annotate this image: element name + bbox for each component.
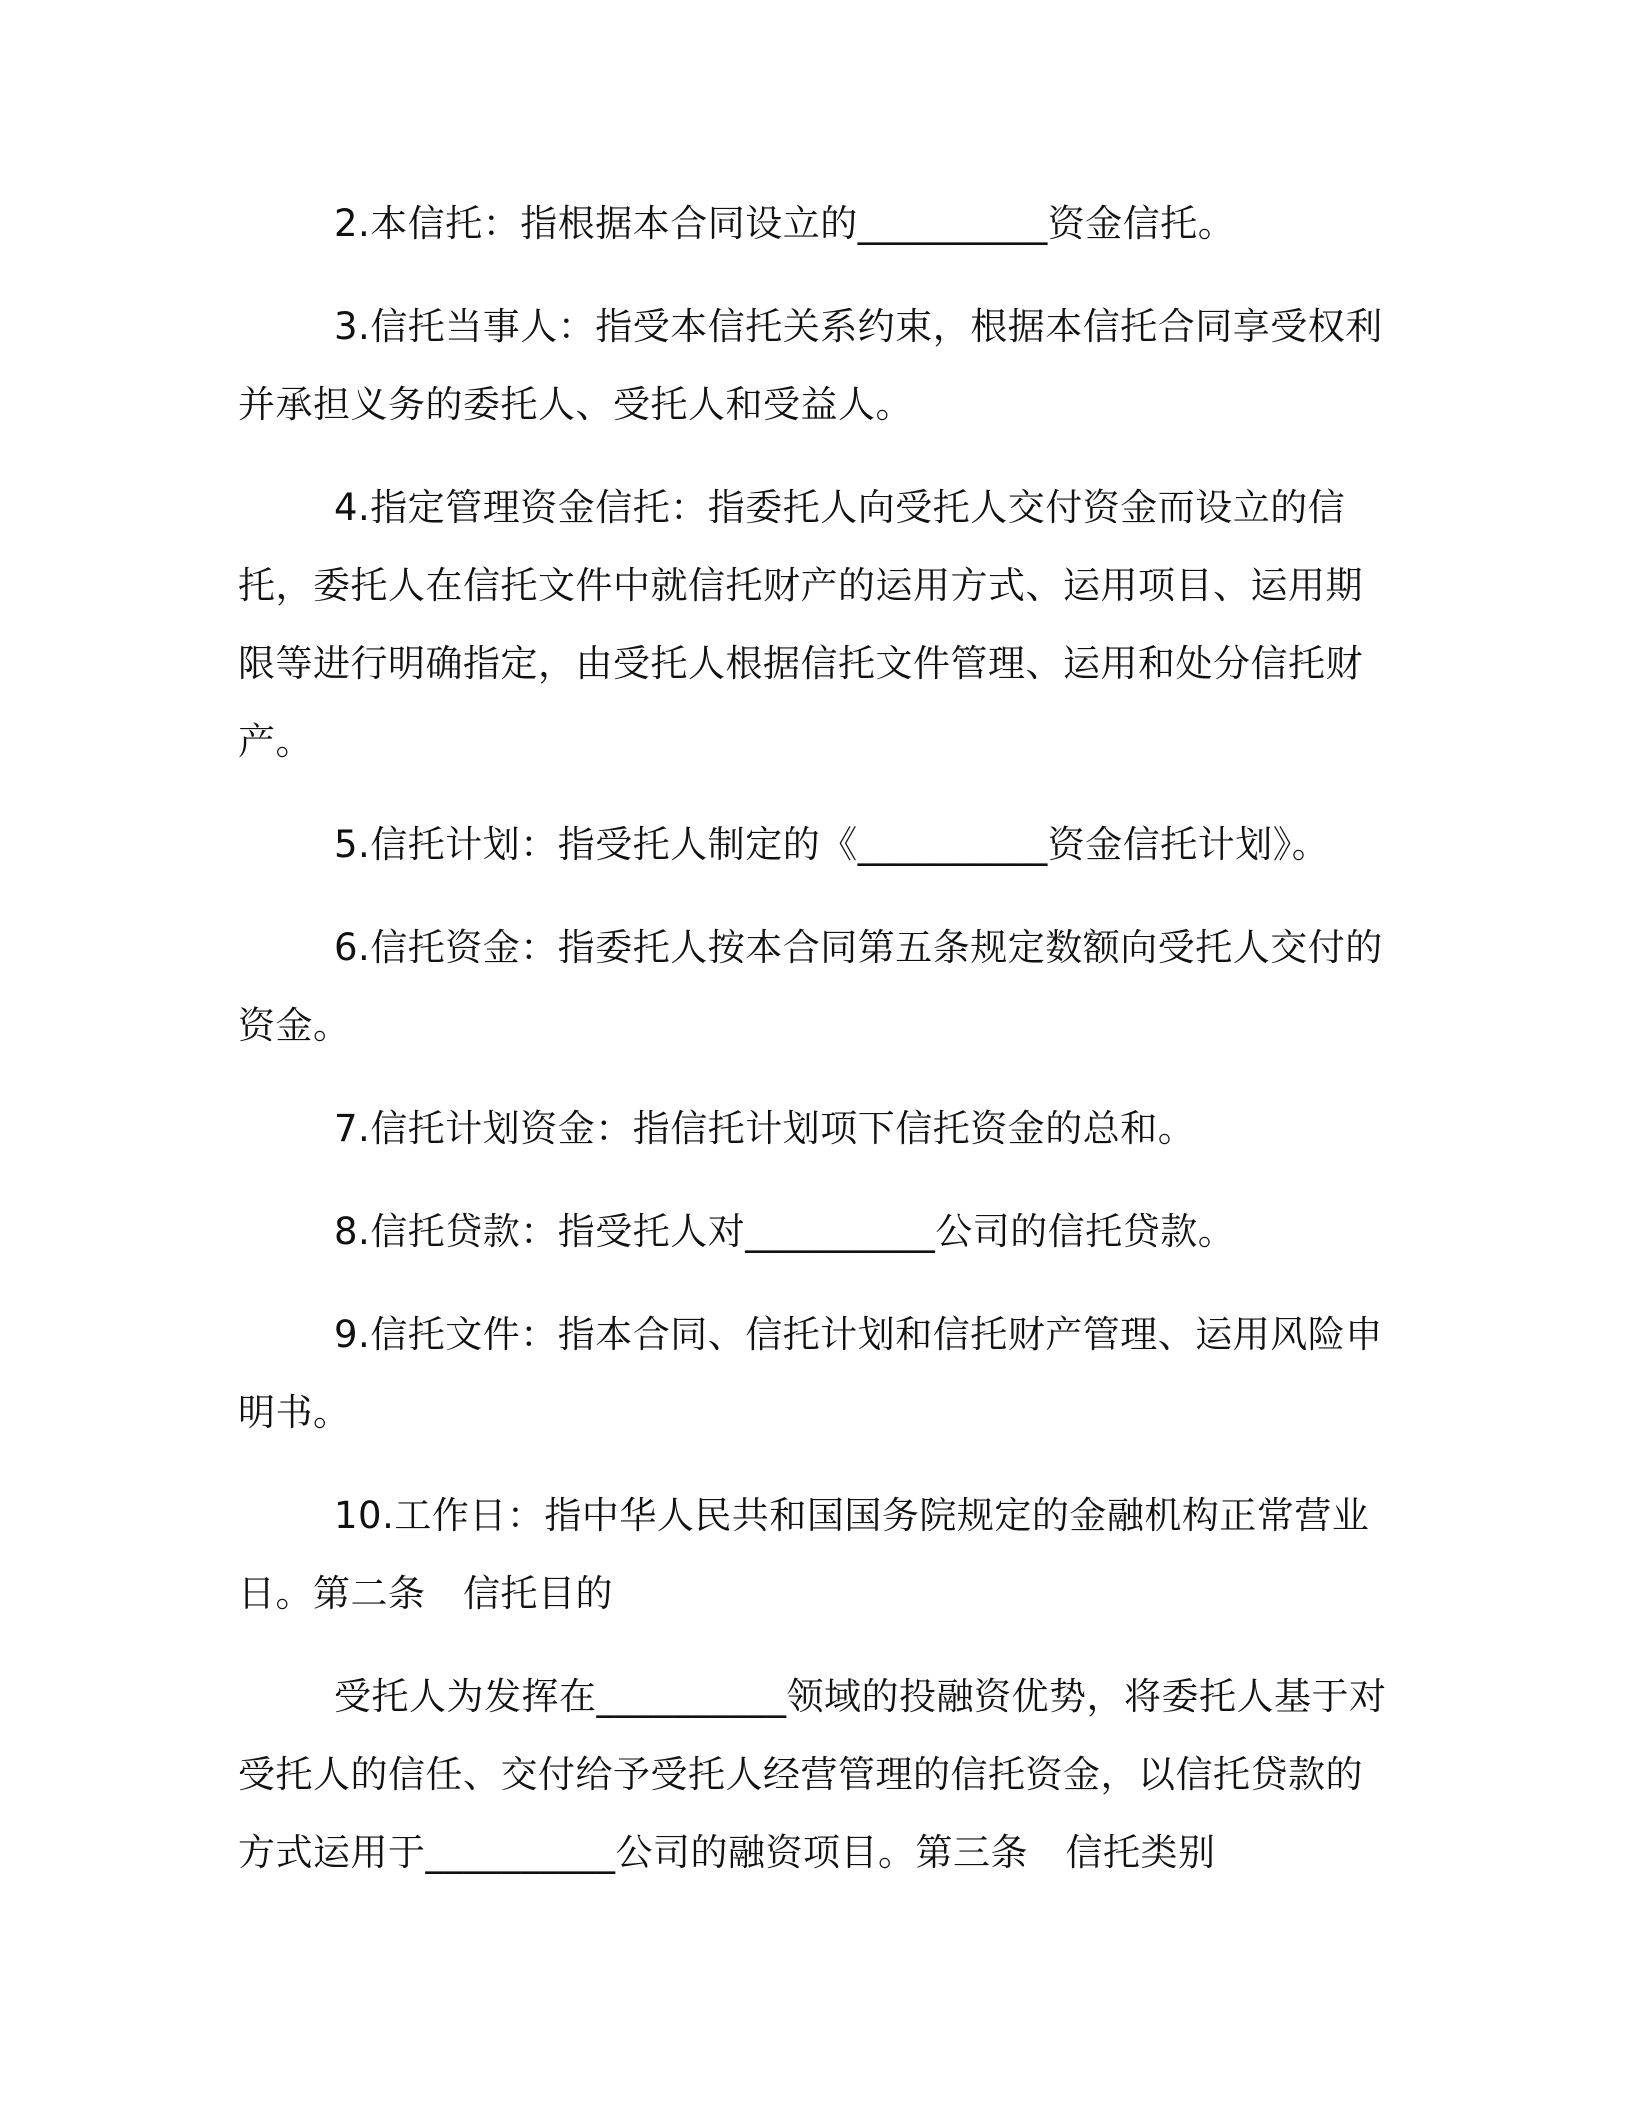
- paragraph-definition-4: 4.指定管理资金信托：指委托人向受托人交付资金而设立的信托，委托人在信托文件中就信托财产的运用方式、运用项目、运用期限等进行明确指定，由受托人根据信托文件管理、运用和处分信托财产。: [238, 486, 1363, 763]
- paragraph-definition-8: 8.信托贷款：指受托人对__________公司的信托贷款。: [334, 1210, 1236, 1253]
- paragraph-definition-9: 9.信托文件：指本合同、信托计划和信托财产管理、运用风险申明书。: [238, 1313, 1383, 1434]
- paragraph-definition-3: 3.信托当事人：指受本信托关系约束，根据本信托合同享受权利并承担义务的委托人、受托人和受益人。: [238, 305, 1383, 426]
- paragraph-definition-10: 10.工作日：指中华人民共和国国务院规定的金融机构正常营业日。第二条 信托目的: [238, 1494, 1370, 1615]
- document-body: [238, 185, 1398, 1917]
- paragraph-definition-7: 7.信托计划资金：指信托计划项下信托资金的总和。: [334, 1107, 1196, 1150]
- paragraph-definition-5: 5.信托计划：指受托人制定的《__________资金信托计划》。: [334, 823, 1330, 866]
- paragraph-definition-6: 6.信托资金：指委托人按本合同第五条规定数额向受托人交付的资金。: [238, 926, 1383, 1047]
- paragraph-trust-purpose: 受托人为发挥在__________领域的投融资优势，将委托人基于对受托人的信任、交付给予受托人经营管理的信托资金，以信托贷款的方式运用于__________公司的融资项目。第三条 信托类别: [238, 1675, 1387, 1874]
- paragraph-definition-2: 2.本信托：指根据本合同设立的__________资金信托。: [334, 202, 1236, 245]
